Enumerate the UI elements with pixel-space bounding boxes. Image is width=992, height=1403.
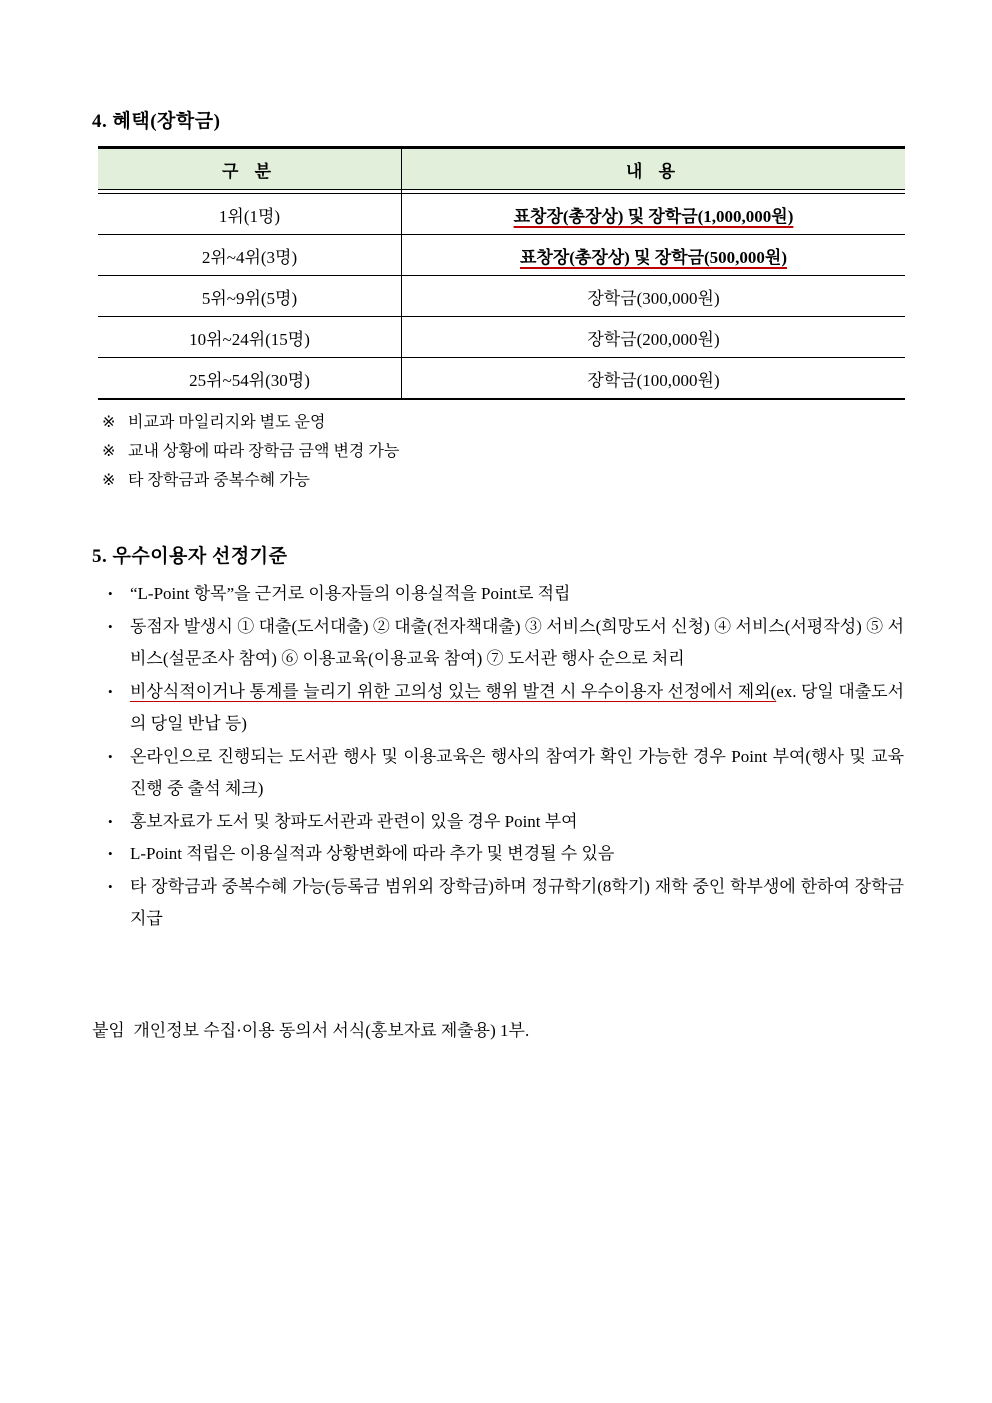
bullet-icon: • — [108, 683, 113, 699]
rank-cell: 5위~9위(5명) — [98, 276, 402, 316]
list-item — [108, 578, 904, 611]
note-line — [102, 437, 904, 466]
benefit-table — [98, 146, 905, 400]
content-cell: 장학금(100,000원) — [587, 370, 720, 390]
list-item — [108, 741, 904, 806]
list-item — [108, 676, 904, 741]
bullet-text: 동점자 발생시 ① 대출(도서대출) ② 대출(전자책대출) ③ 서비스(희망도서 신청) ④ 서비스(서평작성) ⑤ 서비스(설문조사 참여) ⑥ 이용교육(이용교육 참여) ⑦ 도서관 행사 순으로 처리 — [130, 616, 904, 668]
table-header-row — [98, 149, 905, 190]
table-row — [98, 358, 905, 398]
table-row — [98, 276, 905, 317]
reference-mark-icon: ※ — [102, 443, 116, 460]
content-cell: 장학금(300,000원) — [587, 288, 720, 308]
bullet-text: “L-Point 항목”을 근거로 이용자들의 이용실적을 Point로 적립 — [130, 584, 571, 603]
content-cell — [402, 235, 905, 275]
rank-cell: 25위~54위(30명) — [98, 358, 402, 398]
note-text: 타 장학금과 중복수혜 가능 — [128, 472, 311, 489]
note-text: 교내 상황에 따라 장학금 금액 변경 가능 — [128, 443, 400, 460]
reference-mark-icon: ※ — [102, 414, 116, 431]
award-text: 표창장(총장상) 및 장학금(1,000,000원) — [513, 206, 794, 226]
bullet-icon: • — [108, 586, 113, 601]
bullet-text: 타 장학금과 중복수혜 가능(등록금 범위외 장학금)하며 정규학기(8학기) 재학 중인 학부생에 한하여 장학금 지급 — [130, 876, 904, 928]
attachment-line: 붙임 개인정보 수집·이용 동의서 서식(홍보자료 제출용) 1부. — [92, 1020, 530, 1040]
rank-cell: 2위~4위(3명) — [98, 235, 402, 275]
warning-underlined-text: 비상식적이거나 통계를 늘리기 위한 고의성 있는 행위 발견 시 우수이용자 선정에서 제외( — [130, 681, 777, 701]
bullet-text — [130, 676, 904, 741]
note-line — [102, 466, 904, 495]
reference-mark-icon: ※ — [102, 472, 116, 489]
list-item — [108, 871, 904, 936]
rank-cell: 10위~24위(15명) — [98, 317, 402, 357]
bullet-text: L-Point 적립은 이용실적과 상황변화에 따라 추가 및 변경될 수 있음 — [130, 844, 615, 863]
bullet-icon: • — [108, 748, 113, 764]
award-text: 표창장(총장상) 및 장학금(500,000원) — [519, 247, 788, 267]
table-row — [98, 235, 905, 276]
table-row — [98, 317, 905, 358]
list-item — [108, 611, 904, 676]
bullet-icon: • — [108, 813, 113, 829]
bullet-icon: • — [108, 618, 113, 634]
criteria-list — [108, 578, 904, 936]
bullet-text: 온라인으로 진행되는 도서관 행사 및 이용교육은 행사의 참여가 확인 가능한 경우 Point 부여(행사 및 교육 진행 중 출석 체크) — [130, 746, 904, 798]
content-cell: 장학금(200,000원) — [587, 329, 720, 349]
table-header-content: 내 용 — [625, 161, 682, 181]
list-item — [108, 806, 904, 839]
warning-rest-text: ex. 당일 대출도서의 당일 반납 등) — [130, 681, 905, 733]
list-item — [108, 838, 904, 871]
note-text: 비교과 마일리지와 별도 운영 — [128, 414, 326, 431]
content-cell — [402, 194, 905, 234]
bullet-text: 홍보자료가 도서 및 창파도서관과 관련이 있을 경우 Point 부여 — [130, 811, 578, 831]
bullet-icon: • — [108, 846, 113, 861]
bullet-icon: • — [108, 878, 113, 894]
table-notes — [102, 408, 904, 495]
section5-title: 5. 우수이용자 선정기준 — [92, 546, 288, 567]
rank-cell: 1위(1명) — [98, 194, 402, 234]
note-line — [102, 408, 904, 437]
section4-title: 4. 혜택(장학금) — [92, 111, 221, 132]
table-header-category: 구 분 — [98, 149, 402, 189]
table-row — [98, 194, 905, 235]
